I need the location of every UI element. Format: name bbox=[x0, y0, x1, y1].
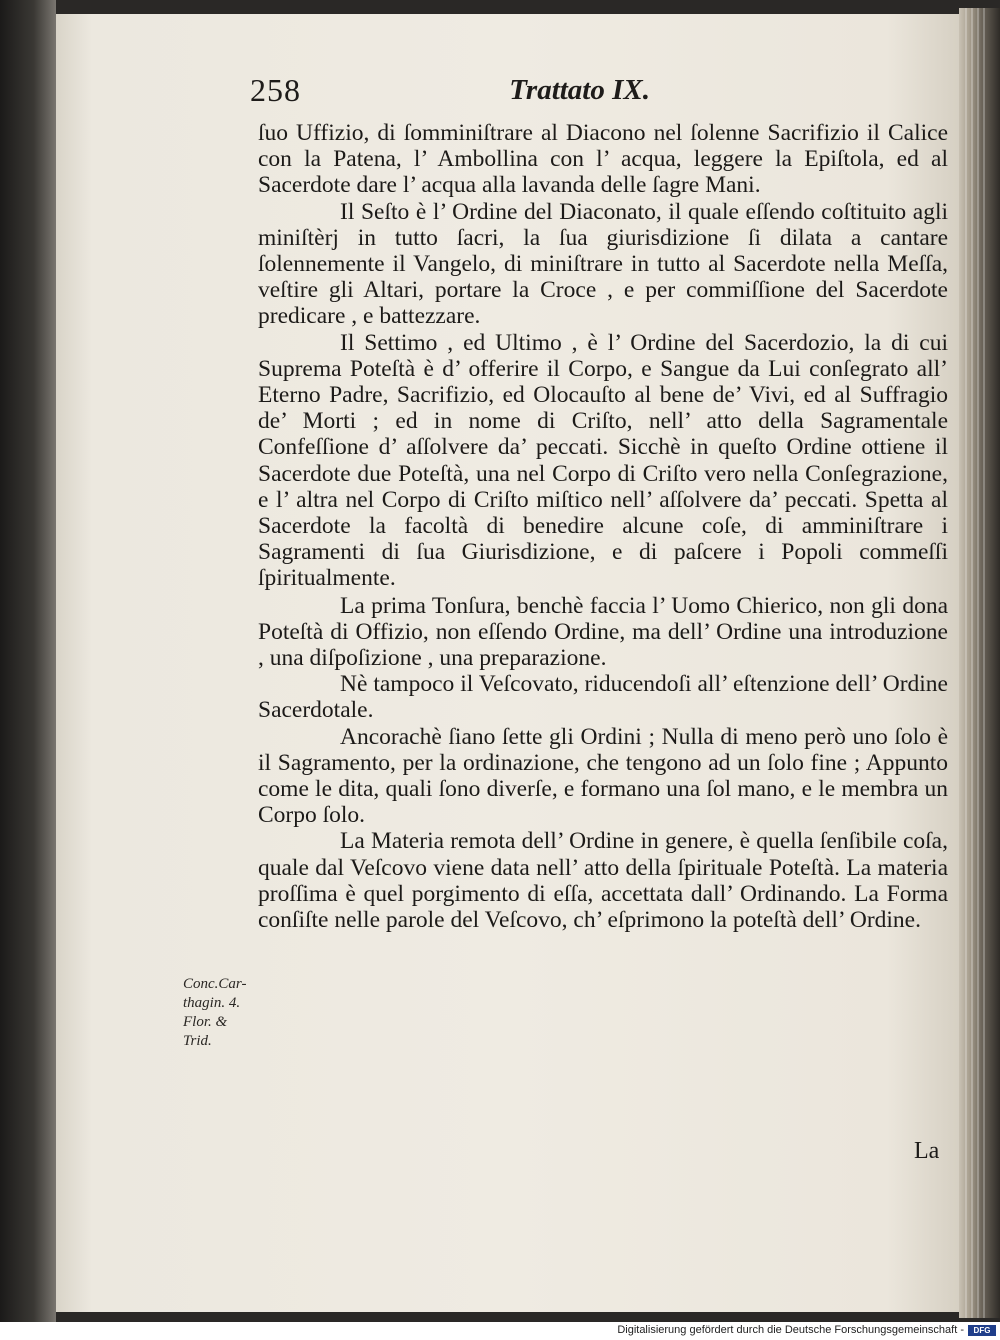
paragraph: Ancorachè ſiano ſette gli Ordini ; Nulla di meno però uno ſolo è il Sagramento, per la ordinazione, che tengono ad un ſolo fine ; Appunto come le dita, quali ſono diverſe, e formano una ſol mano, e le membra un Corpo ſolo. bbox=[258, 723, 948, 829]
paragraph: ſuo Uffizio, di ſomminiſtrare al Diacono nel ſolenne Sacrifizio il Calice con la Patena, l’ Ambollina con l’ acqua, leggere la Epiſtola, ed al Sacerdote dare l’ acqua alla lavanda delle ſagre Mani. bbox=[258, 120, 948, 199]
catchword: La bbox=[914, 1138, 940, 1164]
book-spine-shadow bbox=[0, 0, 56, 1322]
paragraph: La prima Tonſura, benchè faccia l’ Uomo Chierico, non gli dona Poteſtà di Offizio, non eſſendo Ordine, ma dell’ Ordine una introduzione , una diſpoſizione , una preparazione. bbox=[258, 592, 948, 672]
page-header bbox=[250, 72, 650, 112]
page-edges bbox=[959, 8, 1000, 1318]
marginal-note-line: thagin. 4. bbox=[183, 995, 241, 1011]
marginal-note-line: Conc.Car- bbox=[183, 976, 247, 992]
paragraph: Il Settimo , ed Ultimo , è l’ Ordine del Sacerdozio, la di cui Suprema Poteſtà è d’ offerire il Corpo, e Sangue da Lui conſegrato all’ Eterno Padre, Sacrifizio, ed Olocauſto al bene de’ Vivi, ed al Suffragio de’ Morti ; ed in nome di Criſto, nell’ atto della Sagramentale Confeſſione d’ aſſolvere da’ peccati. Sicchè in queſto Ordine ottiene il Sacerdote due Poteſtà, una nel Corpo di Criſto vero nella Conſegrazione, e l’ altra nel Corpo di Criſto miſtico nell’ aſſolvere da’ peccati. Spetta al Sacerdote la facoltà di benedire alcune coſe, di amminiſtrare i Sagramenti di ſua Giurisdizione, e di paſcere i Popoli commeſſi ſpiritualmente. bbox=[258, 329, 948, 592]
paragraph: La Materia remota dell’ Ordine in genere, è quella ſenſibile coſa, quale dal Veſcovo viene data nell’ atto della ſpirituale Poteſtà. La materia proſſima è quel porgimento di eſſa, accettata dall’ Ordinando. La Forma conſiſte nelle parole del Veſcovo, ch’ eſprimono la poteſtà dell’ Ordine. bbox=[258, 828, 948, 934]
running-title: Trattato IX. bbox=[509, 74, 650, 106]
marginal-note-line: Flor. & bbox=[183, 1014, 228, 1030]
footer-credit: Digitalisierung gefördert durch die Deutsche Forschungsgemeinschaft - bbox=[617, 1324, 964, 1336]
paragraph: Nè tampoco il Veſcovato, riducendoſi all’ eſtenzione dell’ Ordine Sacerdotale. bbox=[258, 671, 948, 724]
paragraph: Il Seſto è l’ Ordine del Diaconato, il quale eſſendo coſtituito agli miniſtèrj in tutto ſacri, la ſua giurisdizione ſi dilata a cantare ſolennemente il Vangelo, di miniſtrare in tutto al Sacerdote nella Meſſa, veſtire gli Altari, portare la Croce , e per commiſſione del Sacerdote predicare , e battezzare. bbox=[258, 198, 948, 330]
marginal-note bbox=[183, 975, 261, 1051]
marginal-note-line: Trid. bbox=[183, 1033, 212, 1049]
main-text bbox=[258, 120, 948, 933]
dfg-logo: DFG bbox=[968, 1325, 996, 1336]
page-number: 258 bbox=[250, 72, 301, 108]
footer-bar bbox=[0, 1322, 1000, 1340]
